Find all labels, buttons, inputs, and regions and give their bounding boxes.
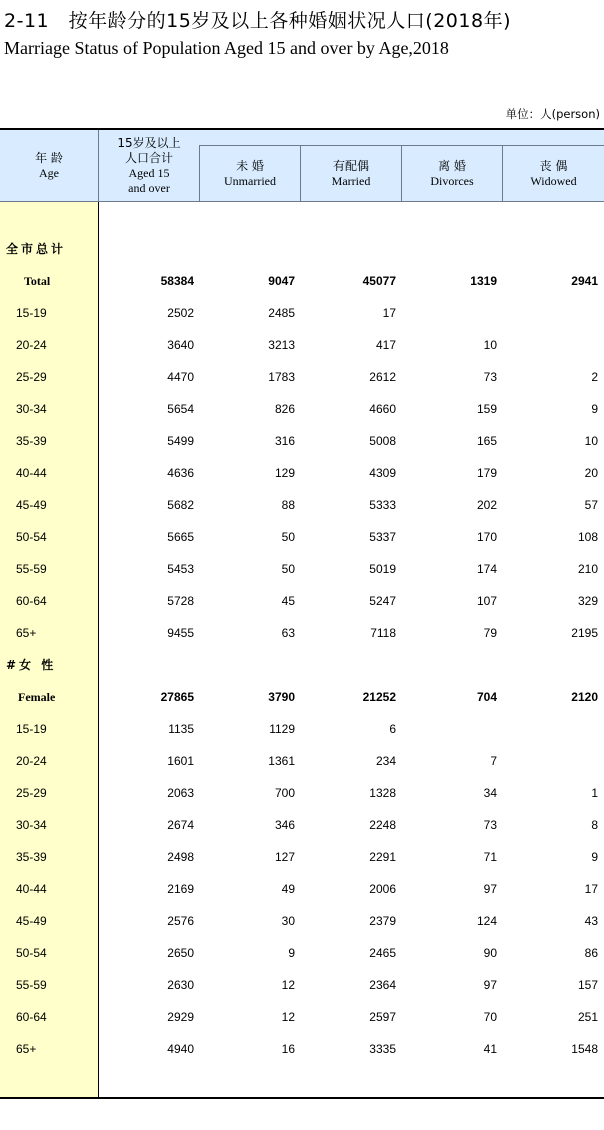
table-row: [0, 713, 604, 745]
table-row: [0, 841, 604, 873]
cell-total: 2674: [167, 818, 194, 832]
cell-married: 4660: [369, 402, 396, 416]
cell-total: 1135: [168, 722, 194, 736]
table-row: [0, 425, 604, 457]
row-label: 35-39: [16, 434, 47, 448]
cell-unmarried: 45: [281, 594, 295, 608]
cell-total: 2502: [167, 306, 194, 320]
header-total-zh-1: 15岁及以上: [117, 136, 181, 150]
header-age-en: Age: [39, 166, 59, 180]
cell-total: 27865: [160, 690, 194, 704]
table-row: [0, 585, 604, 617]
cell-unmarried: 129: [274, 466, 295, 480]
header-married-zh: 有配偶: [332, 158, 369, 173]
row-label: Total: [24, 274, 51, 288]
cell-married: 17: [382, 306, 396, 320]
cell-divorced: 73: [483, 818, 497, 832]
header-widowed-zh: 丧 偶: [539, 158, 568, 173]
cell-married: 234: [375, 754, 396, 768]
cell-married: 21252: [362, 690, 396, 704]
bottom-rule: [0, 1097, 604, 1099]
cell-divorced: 124: [476, 914, 497, 928]
cell-divorced: 1319: [470, 274, 497, 288]
table-row: [0, 905, 604, 937]
header-widowed: [503, 146, 604, 201]
cell-unmarried: 16: [281, 1042, 295, 1056]
cell-total: 2929: [167, 1010, 194, 1024]
header-married-en: Married: [331, 173, 371, 188]
cell-married: 2364: [369, 978, 396, 992]
cell-widowed: 57: [584, 498, 598, 512]
header-divorced-zh: 离 婚: [438, 158, 466, 173]
row-label: 25-29: [16, 786, 47, 800]
cell-widowed: 2: [591, 370, 598, 384]
cell-unmarried: 9047: [268, 274, 295, 288]
cell-widowed: 251: [577, 1010, 598, 1024]
cell-widowed: 8: [591, 818, 598, 832]
cell-unmarried: 1129: [269, 722, 295, 736]
header-unmarried: [200, 146, 300, 201]
cell-married: 45077: [362, 274, 396, 288]
cell-unmarried: 63: [281, 626, 295, 640]
cell-married: 3335: [369, 1042, 396, 1056]
cell-widowed: 157: [577, 978, 598, 992]
cell-unmarried: 1783: [268, 370, 295, 384]
cell-widowed: 108: [577, 530, 598, 544]
table-row: [0, 777, 604, 809]
row-label: 45-49: [16, 498, 47, 512]
cell-married: 2006: [369, 882, 396, 896]
cell-married: 4309: [369, 466, 396, 480]
cell-total: 5665: [167, 530, 194, 544]
section-row: [0, 649, 604, 681]
cell-divorced: 71: [483, 850, 497, 864]
cell-widowed: 9: [591, 402, 598, 416]
cell-unmarried: 127: [274, 850, 295, 864]
cell-unmarried: 50: [281, 530, 295, 544]
cell-divorced: 159: [476, 402, 497, 416]
header-unmarried-zh: 未 婚: [236, 158, 264, 173]
cell-married: 5337: [369, 530, 396, 544]
row-label: 65+: [16, 1042, 37, 1056]
cell-unmarried: 12: [281, 978, 295, 992]
table-row: [0, 937, 604, 969]
cell-married: 1328: [369, 786, 396, 800]
row-label: 65+: [16, 626, 37, 640]
row-label: 30-34: [16, 402, 47, 416]
cell-widowed: 17: [584, 882, 598, 896]
row-label: 60-64: [16, 594, 47, 608]
header-age: [0, 130, 98, 202]
cell-divorced: 73: [483, 370, 497, 384]
cell-widowed: 210: [577, 562, 598, 576]
cell-married: 2465: [369, 946, 396, 960]
table-row: [0, 809, 604, 841]
cell-married: 2248: [369, 818, 396, 832]
cell-total: 2169: [167, 882, 194, 896]
cell-total: 2630: [167, 978, 194, 992]
cell-total: 4636: [167, 466, 194, 480]
row-label: 40-44: [16, 882, 47, 896]
cell-total: 2650: [167, 946, 194, 960]
row-label: 55-59: [16, 978, 47, 992]
cell-unmarried: 3213: [268, 338, 295, 352]
cell-unmarried: 88: [281, 498, 295, 512]
cell-divorced: 107: [476, 594, 497, 608]
row-label: 25-29: [16, 370, 47, 384]
cell-widowed: 2941: [571, 274, 598, 288]
cell-unmarried: 700: [274, 786, 295, 800]
cell-total: 2498: [167, 850, 194, 864]
cell-widowed: 20: [584, 466, 598, 480]
table-row: [0, 1033, 604, 1065]
table-row: [0, 745, 604, 777]
cell-total: 4940: [167, 1042, 194, 1056]
cell-unmarried: 50: [281, 562, 295, 576]
table-row: [0, 969, 604, 1001]
cell-divorced: 97: [483, 882, 497, 896]
table-row: [0, 329, 604, 361]
cell-divorced: 70: [483, 1010, 497, 1024]
cell-married: 2612: [369, 370, 396, 384]
cell-widowed: 329: [577, 594, 598, 608]
table-row: [0, 521, 604, 553]
cell-divorced: 7: [490, 754, 497, 768]
cell-unmarried: 1361: [268, 754, 295, 768]
row-label: 50-54: [16, 946, 47, 960]
cell-widowed: 43: [584, 914, 598, 928]
cell-widowed: 2195: [571, 626, 598, 640]
cell-total: 9455: [167, 626, 194, 640]
table-row: [0, 1001, 604, 1033]
cell-married: 6: [389, 722, 396, 736]
cell-unmarried: 12: [281, 1010, 295, 1024]
table-title-english: Marriage Status of Population Aged 15 and over by Age,2018: [4, 38, 449, 58]
header-unmarried-en: Unmarried: [224, 173, 276, 188]
row-label: 15-19: [16, 306, 47, 320]
cell-unmarried: 49: [281, 882, 295, 896]
cell-married: 5008: [369, 434, 396, 448]
cell-divorced: 97: [483, 978, 497, 992]
header-total-en-2: and over: [128, 181, 170, 195]
table-row: [0, 361, 604, 393]
cell-unmarried: 30: [281, 914, 295, 928]
header-married: [301, 146, 401, 201]
header-divorced-en: Divorces: [430, 173, 474, 188]
unit-label: 单位：人(person): [505, 107, 600, 121]
row-label: 30-34: [16, 818, 47, 832]
cell-married: 2291: [369, 850, 396, 864]
cell-total: 58384: [160, 274, 194, 288]
cell-divorced: 165: [476, 434, 497, 448]
table-row: [0, 393, 604, 425]
cell-divorced: 704: [476, 690, 497, 704]
cell-divorced: 79: [483, 626, 497, 640]
row-label: Female: [18, 690, 56, 704]
cell-married: 5247: [369, 594, 396, 608]
table-header: [0, 130, 604, 202]
table-title-chinese: 2-11 按年龄分的15岁及以上各种婚姻状况人口(2018年): [4, 10, 511, 32]
cell-total: 5728: [167, 594, 194, 608]
cell-divorced: 90: [483, 946, 497, 960]
cell-married: 5333: [369, 498, 396, 512]
row-label: #女 性: [6, 658, 57, 672]
row-label: 20-24: [16, 338, 47, 352]
cell-unmarried: 346: [274, 818, 295, 832]
cell-divorced: 170: [476, 530, 497, 544]
row-label: 35-39: [16, 850, 47, 864]
header-total-en-1: Aged 15: [128, 166, 170, 180]
cell-unmarried: 9: [288, 946, 295, 960]
cell-total: 1601: [167, 754, 194, 768]
cell-married: 417: [375, 338, 396, 352]
cell-divorced: 10: [483, 338, 497, 352]
cell-married: 2597: [369, 1010, 396, 1024]
row-label: 40-44: [16, 466, 47, 480]
table-row: [0, 489, 604, 521]
cell-total: 4470: [167, 370, 194, 384]
header-age-zh: 年 龄: [35, 151, 63, 165]
row-label: 50-54: [16, 530, 47, 544]
cell-divorced: 179: [476, 466, 497, 480]
cell-married: 5019: [369, 562, 396, 576]
cell-total: 2576: [167, 914, 194, 928]
cell-total: 3640: [167, 338, 194, 352]
header-total: [99, 130, 199, 202]
row-label: 60-64: [16, 1010, 47, 1024]
header-divorced: [402, 146, 502, 201]
cell-widowed: 10: [584, 434, 598, 448]
table-row: [0, 457, 604, 489]
cell-widowed: 9: [591, 850, 598, 864]
cell-divorced: 202: [476, 498, 497, 512]
header-total-zh-2: 人口合计: [124, 151, 173, 165]
cell-unmarried: 2485: [268, 306, 295, 320]
table-row: [0, 553, 604, 585]
cell-divorced: 34: [483, 786, 497, 800]
row-label: 全市总计: [6, 242, 67, 256]
cell-widowed: 1548: [571, 1042, 598, 1056]
cell-widowed: 86: [584, 946, 598, 960]
cell-married: 2379: [369, 914, 396, 928]
row-label: 55-59: [16, 562, 47, 576]
cell-widowed: 2120: [571, 690, 598, 704]
total-row: [0, 681, 604, 713]
total-row: [0, 265, 604, 297]
cell-total: 5453: [167, 562, 194, 576]
section-row: [0, 233, 604, 265]
cell-total: 5654: [167, 402, 194, 416]
cell-unmarried: 826: [274, 402, 295, 416]
table-body: [0, 233, 604, 1065]
row-label: 15-19: [16, 722, 47, 736]
row-label: 45-49: [16, 914, 47, 928]
cell-divorced: 41: [483, 1042, 497, 1056]
cell-widowed: 1: [591, 786, 598, 800]
row-label: 20-24: [16, 754, 47, 768]
table-row: [0, 297, 604, 329]
cell-divorced: 174: [476, 562, 497, 576]
cell-total: 5499: [167, 434, 194, 448]
cell-unmarried: 316: [274, 434, 295, 448]
header-widowed-en: Widowed: [530, 173, 577, 188]
cell-unmarried: 3790: [268, 690, 295, 704]
table-row: [0, 617, 604, 649]
cell-total: 5682: [167, 498, 194, 512]
cell-total: 2063: [167, 786, 194, 800]
table-row: [0, 873, 604, 905]
cell-married: 7118: [370, 626, 396, 640]
